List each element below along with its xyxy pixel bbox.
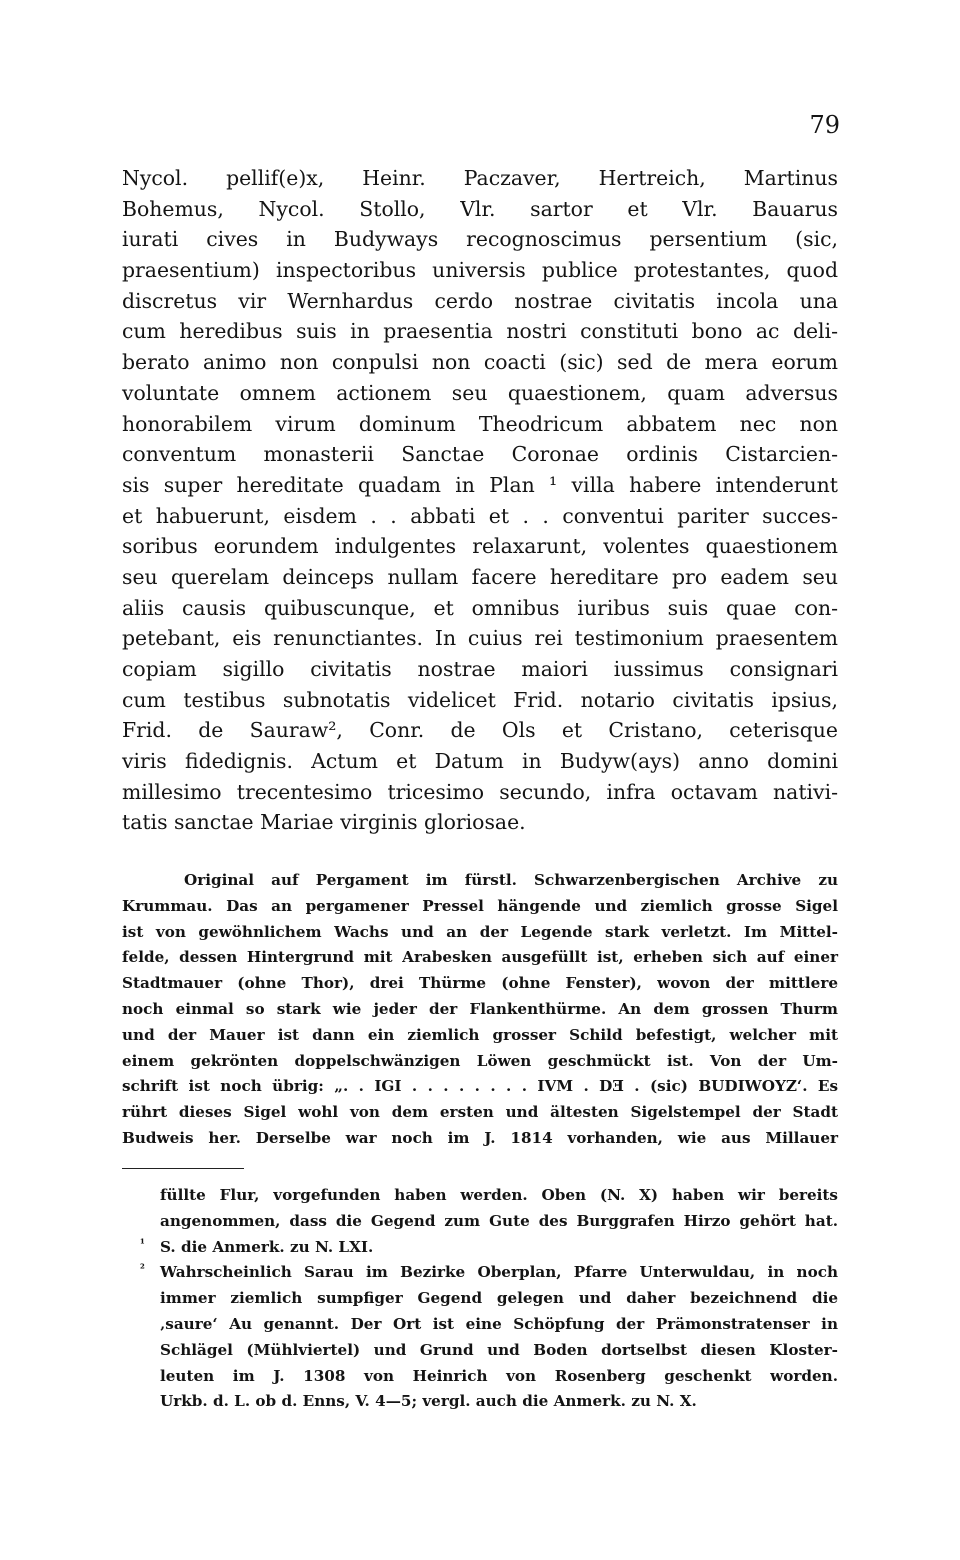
text-line: seu querelam deinceps nullam facere hereditare pro eadem seu bbox=[122, 564, 838, 589]
text-line: millesimo trecentesimo tricesimo secundo, infra octavam nativi- bbox=[122, 779, 838, 804]
text-line: tatis sanctae Mariae virginis gloriosae. bbox=[122, 810, 526, 835]
note-line: noch einmal so stark wie jeder der Flankenthürme. An dem grossen Thurm bbox=[122, 999, 838, 1018]
text-line: soribus eorundem indulgentes relaxarunt, volentes quaestionem bbox=[122, 534, 838, 559]
text-line: honorabilem virum dominum Theodricum abbatem nec non bbox=[122, 411, 838, 436]
note-line: Budweis her. Derselbe war noch im J. 1814 vorhanden, wie aus Millauer bbox=[122, 1128, 838, 1147]
note-line: ist von gewöhnlichem Wachs und an der Legende stark verletzt. Im Mittel- bbox=[122, 922, 838, 941]
footnote-line bbox=[160, 1389, 838, 1415]
footnote-text: Wahrscheinlich Sarau im Bezirke Oberplan, Pfarre Unterwuldau, in noch bbox=[160, 1263, 838, 1282]
charter-text bbox=[122, 163, 838, 838]
footnote-text: Schlägel (Mühlviertel) und Grund und Boden dortselbst diesen Kloster- bbox=[160, 1340, 838, 1359]
page-number: 79 bbox=[809, 111, 840, 139]
text-line: berato animo non conpulsi non coacti (sic) sed de mera eorum bbox=[122, 350, 838, 375]
text-line: Bohemus, Nycol. Stollo, Vlr. sartor et Vlr. Bauarus bbox=[122, 196, 838, 221]
note-line: felde, dessen Hintergrund mit Arabesken ausgefüllt ist, erheben sich auf einer bbox=[122, 948, 838, 967]
text-line: conventum monasterii Sanctae Coronae ordinis Cistarcien- bbox=[122, 442, 838, 467]
footnote-text: füllte Flur, vorgefunden haben werden. Oben (N. X) haben wir bereits bbox=[160, 1186, 838, 1204]
footnote-line: ² Wahrscheinlich Sarau im Bezirke Oberplan, Pfarre Unterwuldau, in noch bbox=[140, 1262, 838, 1282]
footnote-line bbox=[160, 1286, 838, 1312]
footnote-line bbox=[160, 1312, 838, 1338]
note-line: und der Mauer ist dann ein ziemlich grosser Schild befestigt, welcher mit bbox=[122, 1025, 838, 1044]
text-line: cum heredibus suis in praesentia nostri constituti bono ac deli- bbox=[122, 319, 838, 344]
footnote-text: ‚saure‘ Au genannt. Der Ort ist eine Schöpfung der Prämonstratenser in bbox=[160, 1314, 838, 1333]
text-line: sis super hereditate quadam in Plan ¹ villa habere intenderunt bbox=[122, 472, 838, 497]
text-line: Nycol. pellif(e)x, Heinr. Paczaver, Hertreich, Martinus bbox=[122, 166, 838, 190]
note-line: Stadtmauer (ohne Thor), drei Thürme (ohne Fenster), wovon der mittlere bbox=[122, 974, 838, 993]
footnote-line bbox=[160, 1364, 838, 1390]
footnote-text: S. die Anmerk. zu N. LXI. bbox=[160, 1237, 374, 1256]
note-line: Original auf Pergament im fürstl. Schwarzenbergischen Archive zu bbox=[184, 871, 838, 889]
note-line: rührt dieses Sigel wohl von dem ersten und ältesten Sigelstempel der Stadt bbox=[122, 1103, 838, 1122]
footnote-text: leuten im J. 1308 von Heinrich von Rosenberg geschenkt worden. bbox=[160, 1366, 838, 1385]
text-line: aliis causis quibuscunque, et omnibus iuribus suis quae con- bbox=[122, 595, 838, 620]
note-line: Krummau. Das an pergamener Pressel hängende und ziemlich grosse Sigel bbox=[122, 896, 838, 915]
footnote-line bbox=[160, 1183, 838, 1209]
text-line: voluntate omnem actionem seu quaestionem, quam adversus bbox=[122, 380, 838, 405]
text-line: copiam sigillo civitatis nostrae maiori iussimus consignari bbox=[122, 657, 838, 681]
footnotes bbox=[140, 1183, 838, 1415]
text-line: praesentium) inspectoribus universis publice protestantes, quod bbox=[122, 258, 838, 283]
note-line: schrift ist noch übrig: „. . IGI . . . . . . . . IVM . DƎ . (sic) BUDIWOYZ‘. Es bbox=[122, 1077, 838, 1096]
note-line: einem gekrönten doppelschwänzigen Löwen geschmückt ist. Von der Um- bbox=[122, 1051, 838, 1070]
text-line: discretus vir Wernhardus cerdo nostrae civitatis incola una bbox=[122, 288, 838, 313]
footnote-text: Urkb. d. L. ob d. Enns, V. 4—5; vergl. auch die Anmerk. zu N. X. bbox=[160, 1392, 697, 1411]
footnote-text: immer ziemlich sumpfiger Gegend gelegen und daher bezeichnend die bbox=[160, 1289, 838, 1308]
source-note bbox=[122, 868, 838, 1152]
text-line: cum testibus subnotatis videlicet Frid. notario civitatis ipsius, bbox=[122, 687, 838, 712]
text-line: Frid. de Sauraw², Conr. de Ols et Cristano, ceterisque bbox=[122, 718, 838, 743]
footnote-line bbox=[160, 1338, 838, 1364]
text-line: et habuerunt, eisdem . . abbati et . . conventui pariter succes- bbox=[122, 503, 838, 528]
footnote-separator bbox=[122, 1168, 244, 1169]
footnote-line bbox=[160, 1209, 838, 1235]
footnote-line: ¹ S. die Anmerk. zu N. LXI. bbox=[140, 1236, 374, 1256]
footnote-text: angenommen, dass die Gegend zum Gute des Burggrafen Hirzo gehört hat. bbox=[160, 1211, 838, 1230]
text-line: petebant, eis renunctiantes. In cuius rei testimonium praesentem bbox=[122, 626, 838, 651]
text-line: viris fidedignis. Actum et Datum in Budyw(ays) anno domini bbox=[122, 749, 838, 774]
text-line: iurati cives in Budyways recognoscimus persentium (sic, bbox=[122, 227, 838, 252]
